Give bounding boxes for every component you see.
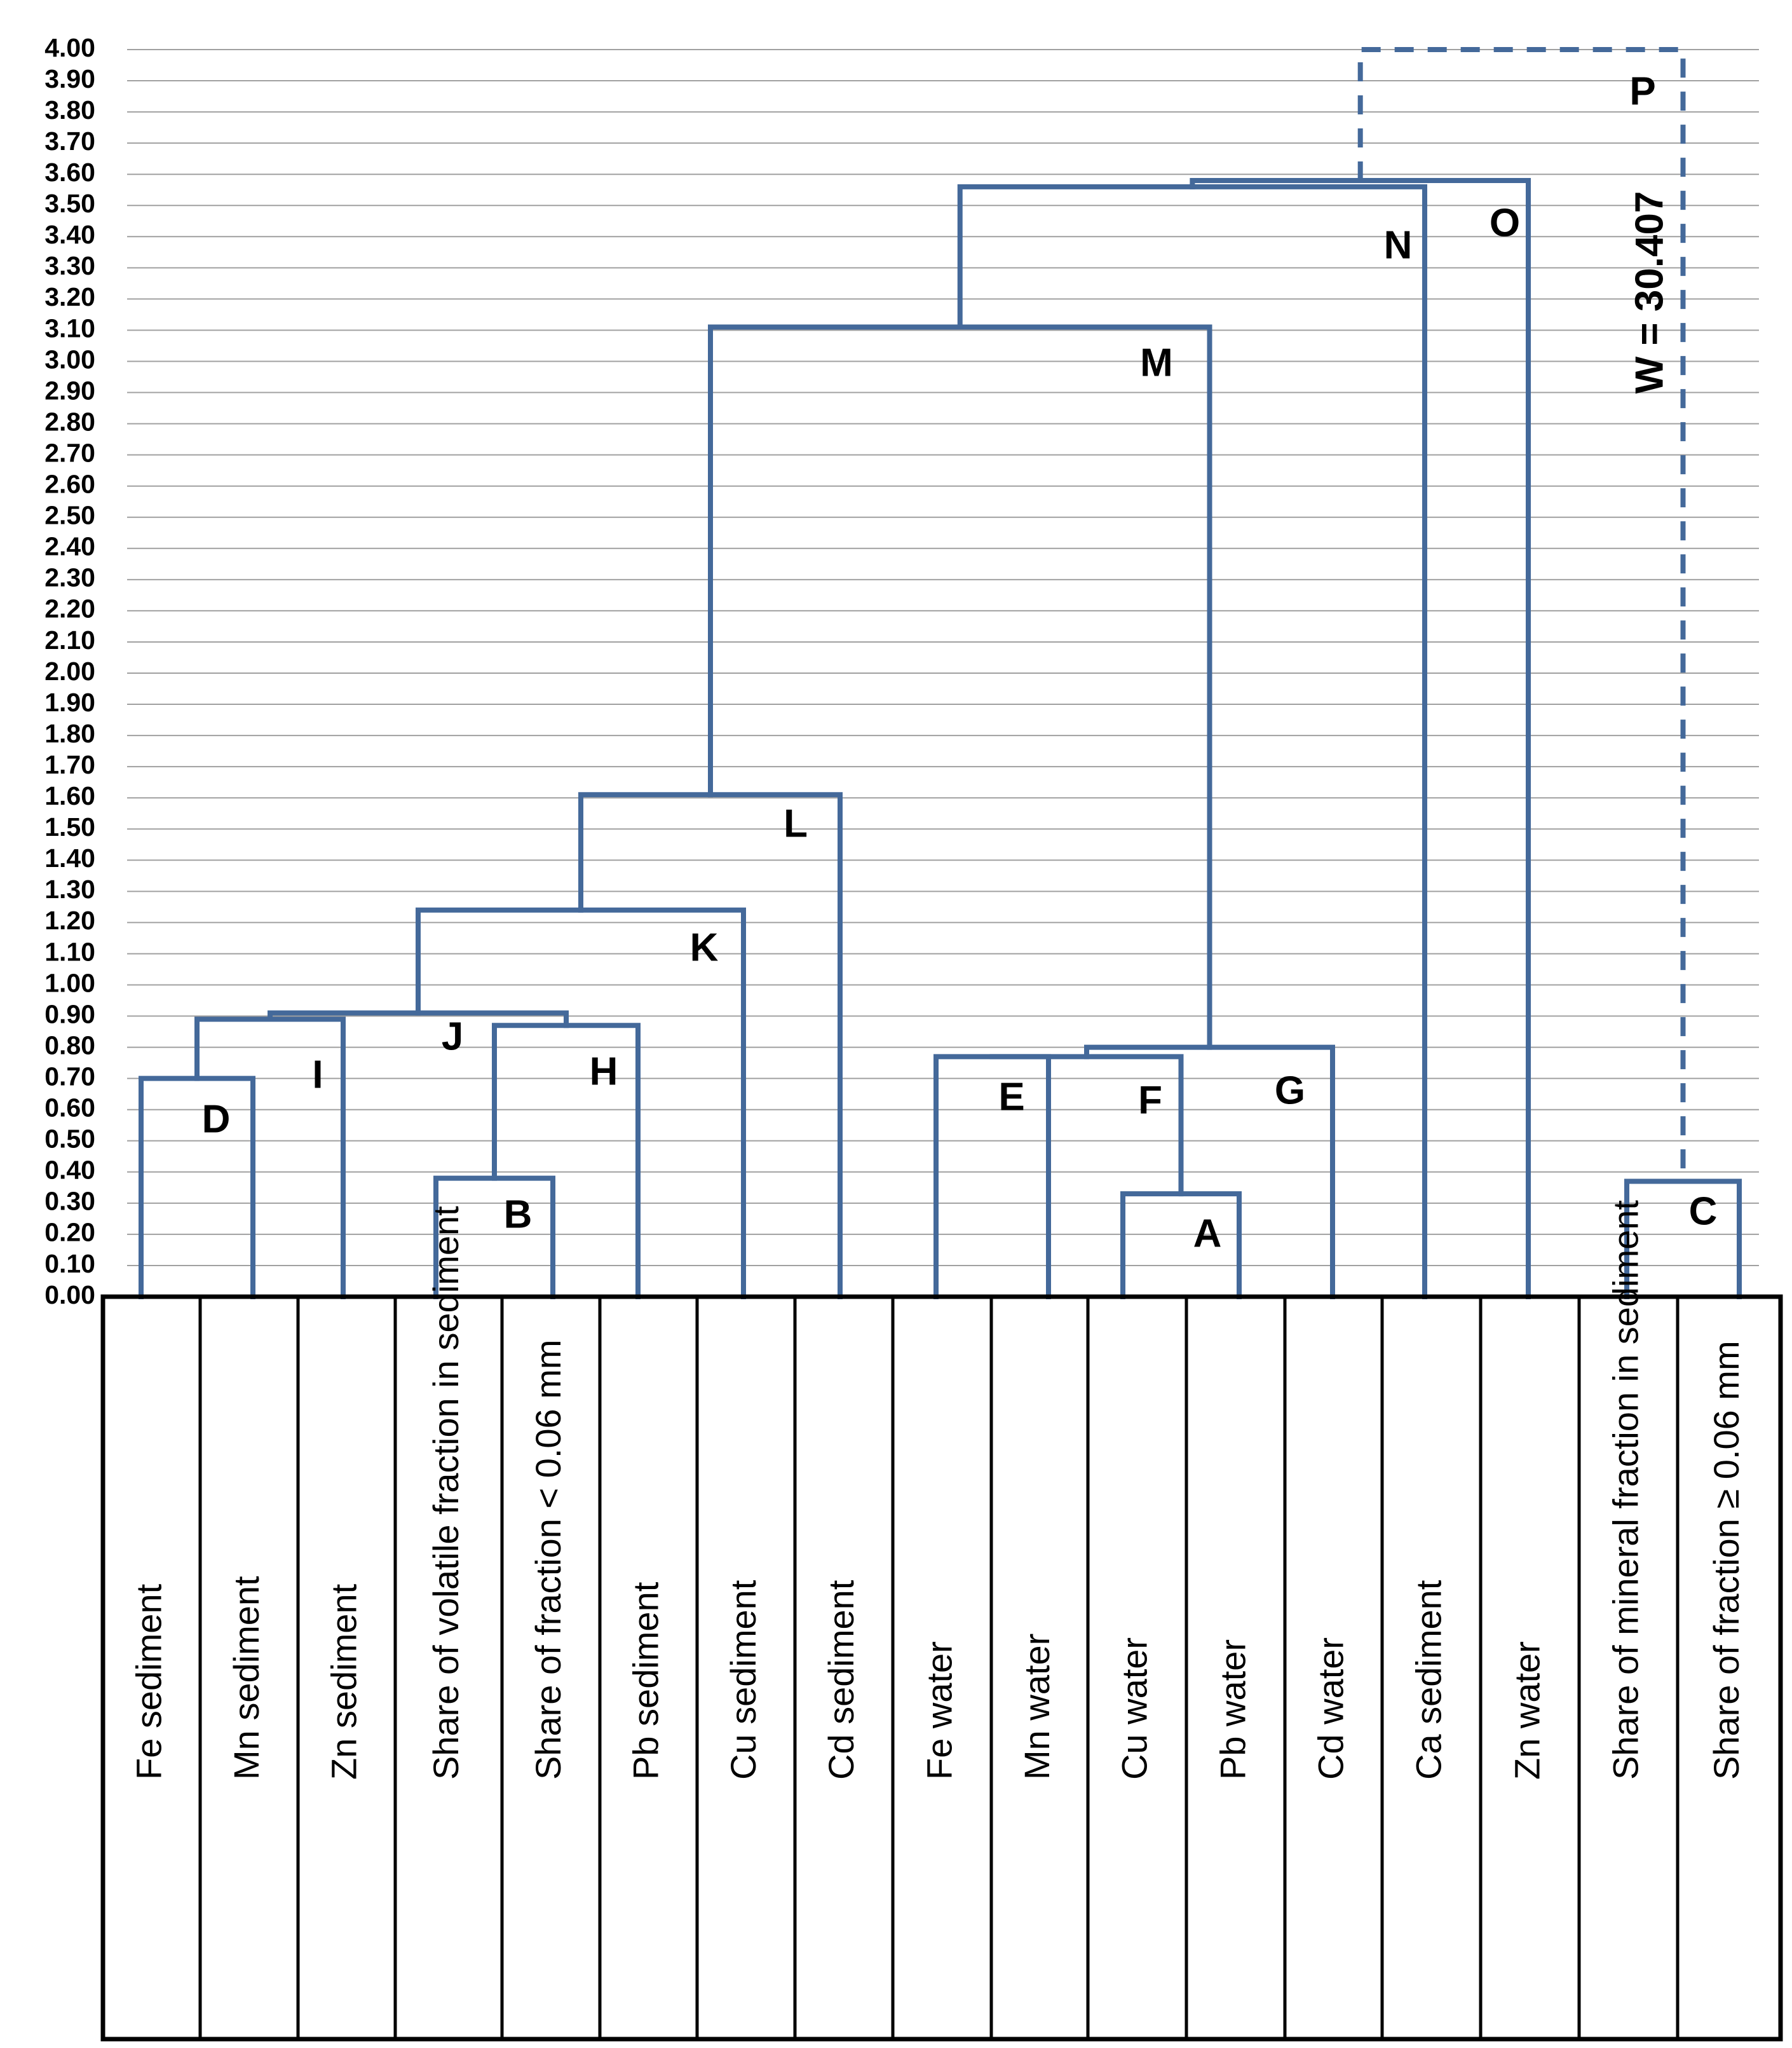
cluster-label-D: D bbox=[201, 1097, 231, 1142]
y-tick-label: 1.80 bbox=[44, 718, 95, 748]
leaf-label: Pb water bbox=[1212, 1639, 1253, 1780]
y-tick-label: 1.20 bbox=[44, 906, 95, 936]
y-tick-label: 2.20 bbox=[44, 594, 95, 624]
y-tick-label: 0.20 bbox=[44, 1217, 95, 1247]
cluster-link-L bbox=[581, 795, 840, 1297]
leaf-label: Share of mineral fraction in sediment bbox=[1605, 1200, 1646, 1780]
y-tick-label: 3.00 bbox=[44, 345, 95, 374]
leaf-label: Zn water bbox=[1507, 1641, 1547, 1780]
leaf-label: Cd water bbox=[1310, 1637, 1351, 1780]
y-tick-label: 0.40 bbox=[44, 1155, 95, 1185]
y-tick-label: 0.10 bbox=[44, 1248, 95, 1278]
cluster-label-J: J bbox=[441, 1014, 464, 1059]
cluster-link-O bbox=[1192, 181, 1528, 1297]
cluster-link-A bbox=[1123, 1194, 1239, 1297]
leaf-label: Cd sediment bbox=[820, 1580, 861, 1780]
leaf-label: Share of fraction < 0.06 mm bbox=[527, 1339, 568, 1780]
cluster-label-H: H bbox=[589, 1049, 618, 1094]
cluster-label-M: M bbox=[1140, 341, 1173, 385]
y-tick-label: 2.60 bbox=[44, 469, 95, 499]
w-statistic-annotation: W = 30.407 bbox=[1627, 191, 1672, 394]
y-tick-label: 3.30 bbox=[44, 251, 95, 281]
cluster-label-O: O bbox=[1489, 201, 1521, 245]
y-tick-label: 0.80 bbox=[44, 1030, 95, 1060]
y-tick-label: 2.30 bbox=[44, 563, 95, 592]
y-tick-label: 0.90 bbox=[44, 999, 95, 1029]
y-tick-label: 0.50 bbox=[44, 1124, 95, 1154]
y-tick-label: 3.60 bbox=[44, 158, 95, 188]
cluster-label-K: K bbox=[689, 925, 719, 970]
y-tick-label: 1.90 bbox=[44, 687, 95, 717]
y-tick-label: 3.40 bbox=[44, 220, 95, 250]
cluster-label-I: I bbox=[312, 1053, 323, 1097]
leaf-label: Share of fraction ≥ 0.06 mm bbox=[1706, 1341, 1746, 1780]
cluster-label-L: L bbox=[784, 802, 808, 846]
y-tick-label: 2.00 bbox=[44, 656, 95, 686]
y-axis-ticks bbox=[44, 33, 95, 1309]
y-tick-label: 3.10 bbox=[44, 313, 95, 343]
leaf-label: Mn water bbox=[1016, 1633, 1057, 1780]
cluster-label-E: E bbox=[998, 1075, 1025, 1119]
leaf-label: Cu sediment bbox=[723, 1580, 763, 1780]
y-tick-label: 0.00 bbox=[44, 1280, 95, 1309]
y-tick-label: 3.20 bbox=[44, 282, 95, 312]
y-tick-label: 1.10 bbox=[44, 937, 95, 967]
leaf-label: Mn sediment bbox=[226, 1576, 266, 1780]
y-tick-label: 4.00 bbox=[44, 32, 95, 62]
y-tick-label: 1.50 bbox=[44, 812, 95, 842]
y-tick-label: 2.10 bbox=[44, 625, 95, 655]
y-tick-label: 1.70 bbox=[44, 749, 95, 779]
leaf-label: Fe water bbox=[919, 1641, 960, 1780]
y-tick-label: 3.90 bbox=[44, 64, 95, 93]
leaf-label: Pb sediment bbox=[625, 1581, 666, 1780]
cluster-link-N bbox=[960, 187, 1425, 1297]
leaf-label: Zn sediment bbox=[323, 1583, 364, 1780]
y-tick-label: 2.70 bbox=[44, 438, 95, 468]
y-tick-label: 2.80 bbox=[44, 407, 95, 437]
leaf-label: Cu water bbox=[1114, 1637, 1155, 1780]
cluster-label-N: N bbox=[1383, 223, 1413, 268]
y-tick-label: 0.70 bbox=[44, 1062, 95, 1091]
cluster-label-B: B bbox=[503, 1192, 533, 1237]
cluster-label-F: F bbox=[1138, 1078, 1162, 1123]
y-tick-label: 3.80 bbox=[44, 95, 95, 125]
y-tick-label: 2.50 bbox=[44, 500, 95, 530]
cluster-label-P: P bbox=[1629, 69, 1656, 114]
y-tick-label: 3.70 bbox=[44, 126, 95, 156]
cluster-link-M bbox=[710, 327, 1210, 1048]
leaf-label: Share of volatile fraction in sediment bbox=[425, 1206, 466, 1780]
y-tick-label: 2.90 bbox=[44, 376, 95, 406]
cluster-label-G: G bbox=[1274, 1068, 1306, 1113]
leaf-label: Fe sediment bbox=[128, 1583, 169, 1780]
cluster-label-C: C bbox=[1688, 1189, 1718, 1234]
cluster-label-A: A bbox=[1193, 1212, 1222, 1256]
y-tick-label: 1.60 bbox=[44, 781, 95, 811]
y-tick-label: 1.40 bbox=[44, 843, 95, 873]
y-tick-label: 0.60 bbox=[44, 1093, 95, 1123]
y-tick-label: 3.50 bbox=[44, 189, 95, 219]
y-tick-label: 2.40 bbox=[44, 531, 95, 561]
y-tick-label: 0.30 bbox=[44, 1186, 95, 1216]
cluster-link-E bbox=[936, 1056, 1049, 1297]
leaf-label: Ca sediment bbox=[1408, 1580, 1449, 1780]
y-tick-label: 1.30 bbox=[44, 875, 95, 905]
y-tick-label: 1.00 bbox=[44, 968, 95, 998]
cluster-link-D bbox=[141, 1079, 253, 1297]
